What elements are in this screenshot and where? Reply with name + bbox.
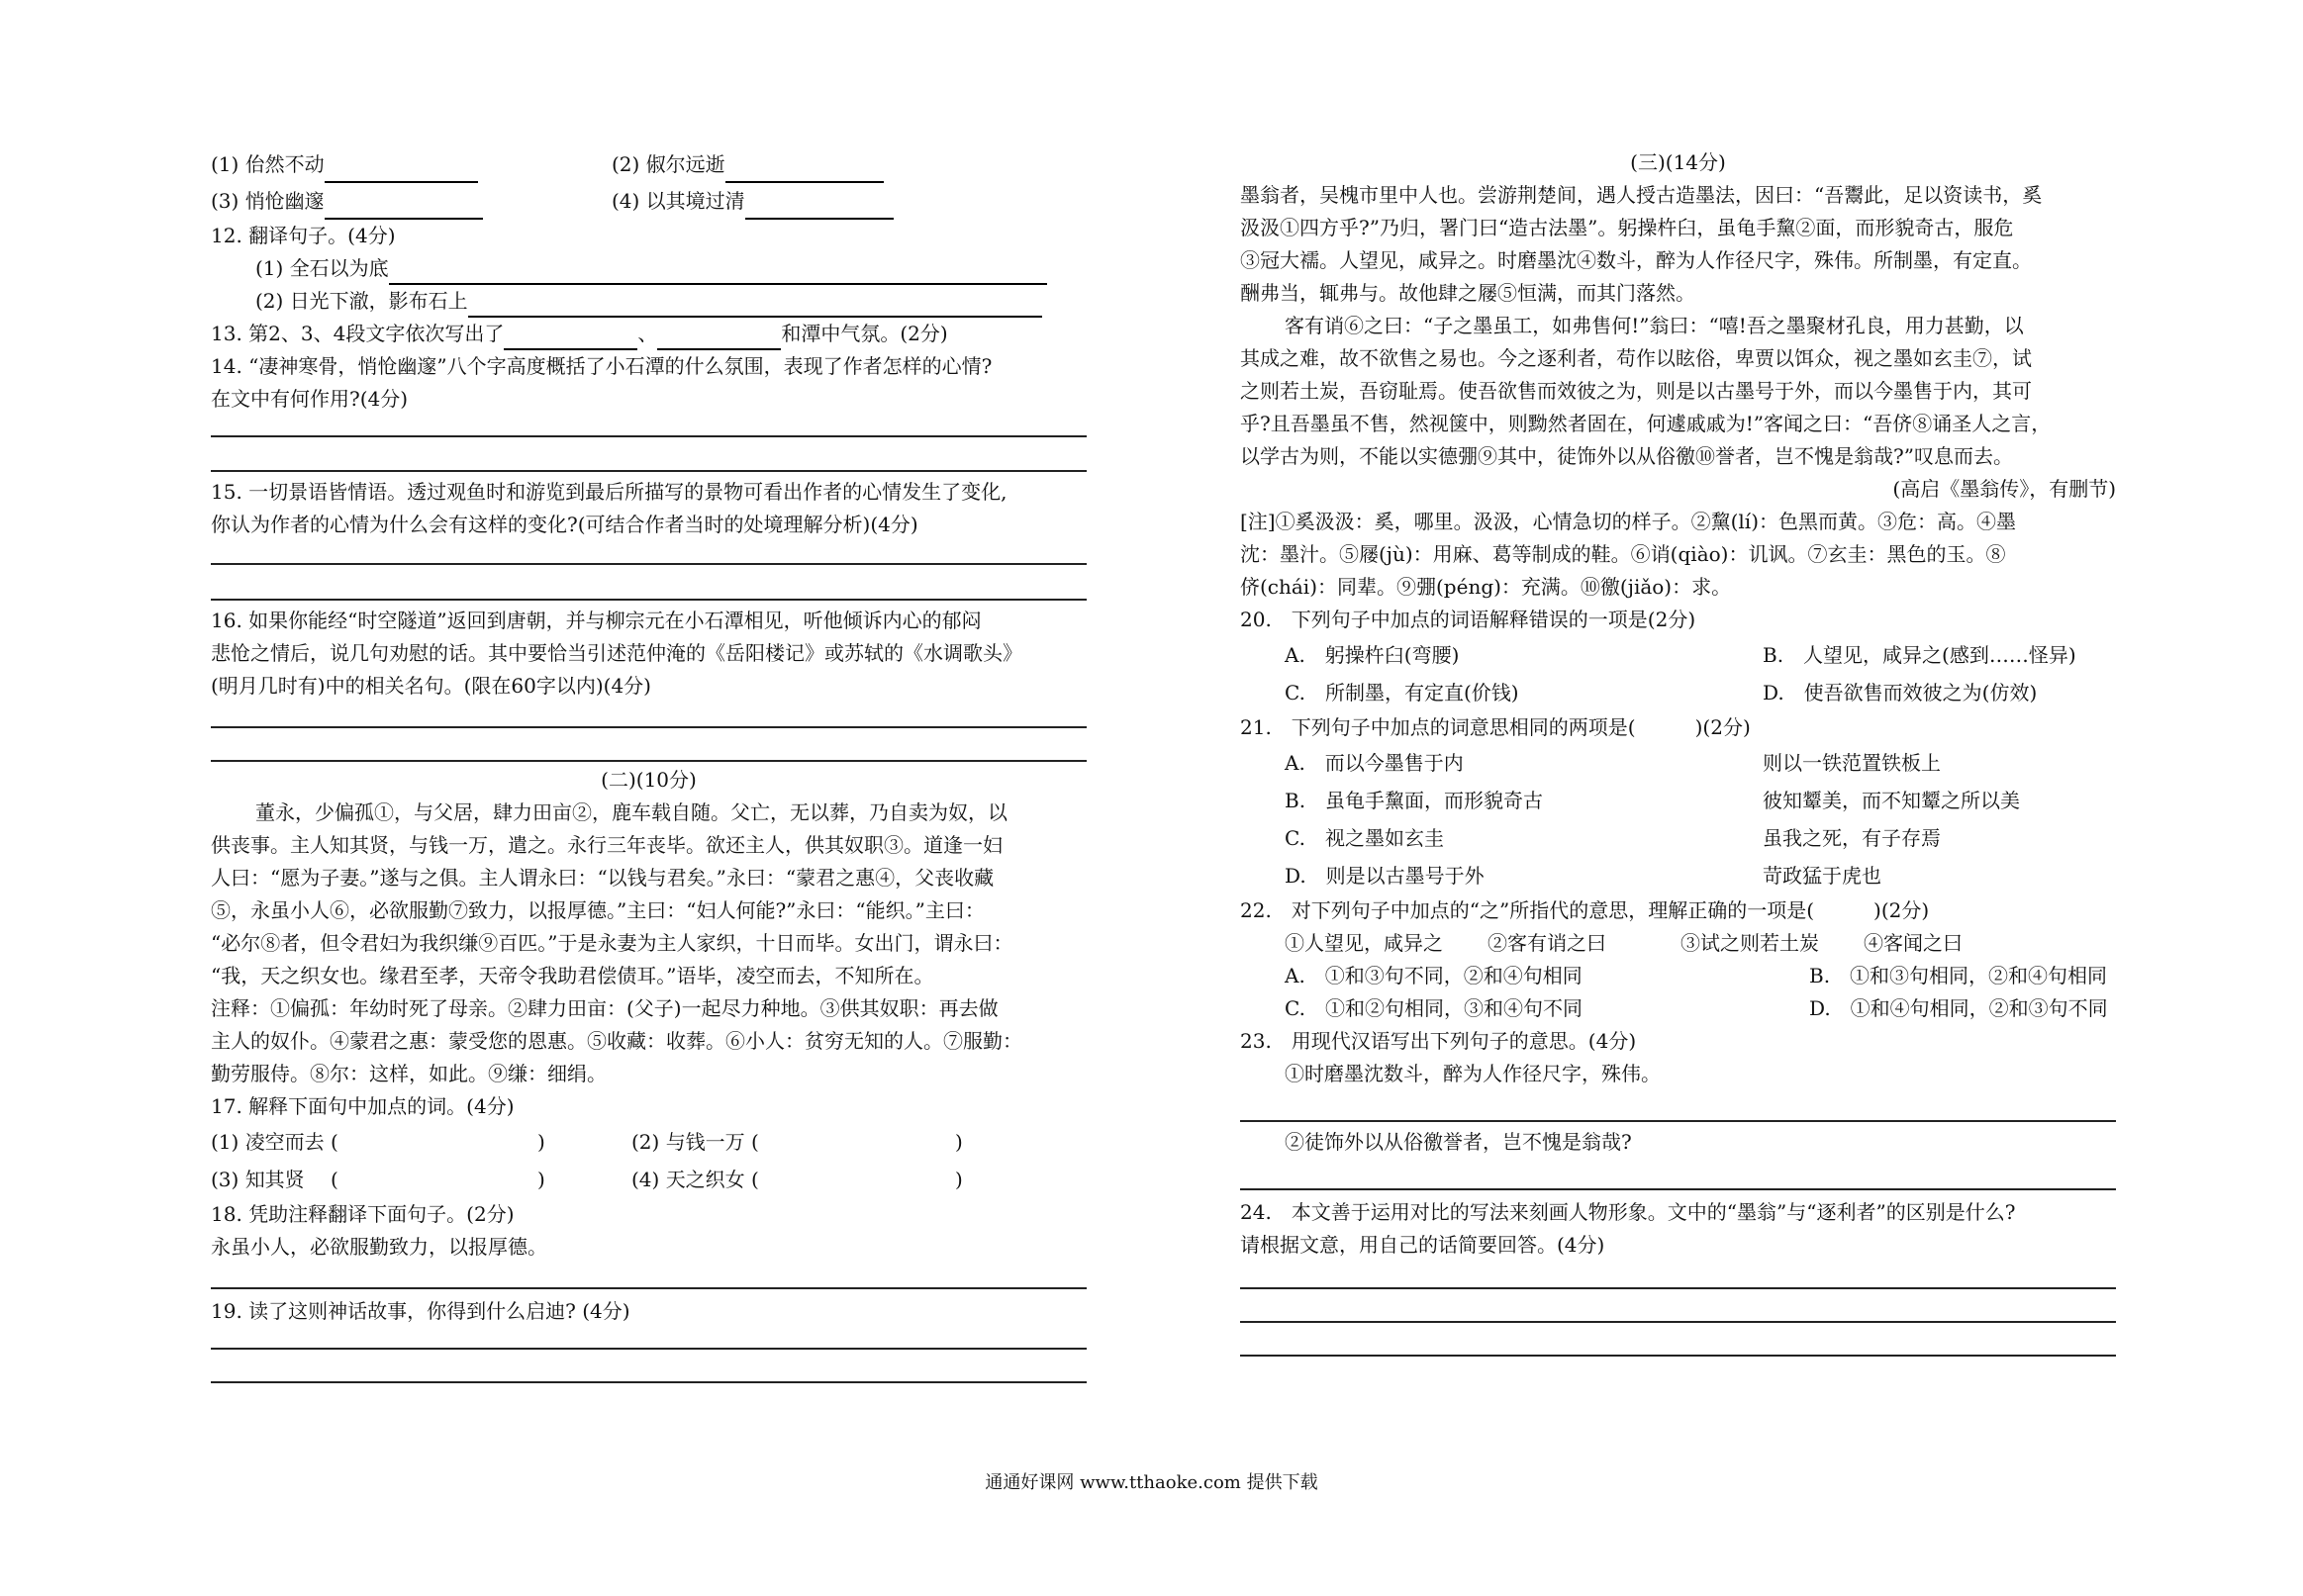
q21-option-d-left: D. 则是以古墨号于外 [1285, 864, 1485, 888]
q17-close: ) [537, 1130, 545, 1154]
q21-option-b[interactable] [1240, 782, 2116, 819]
option-a[interactable]: A. 躬操杵臼(弯腰) [1285, 643, 1460, 667]
answer-line[interactable] [211, 1328, 1087, 1350]
q11-item-4: (4) 以其境过清 [612, 183, 894, 220]
q21-option-d[interactable] [1240, 857, 2116, 894]
q17-row-1 [211, 1123, 1087, 1161]
q21-option-a[interactable] [1240, 744, 2116, 782]
q21-option-c[interactable] [1240, 819, 2116, 857]
passage2-line: 董永，少偏孤①，与父居，肆力田亩②，鹿车载自随。父亡，无以葬，乃自卖为奴，以 [255, 800, 1008, 824]
option-b[interactable]: B. 人望见，咸异之(感到……怪异) [1763, 643, 2076, 667]
q13: 13. 第2、3、4段文字依次写出了 、 和潭中气氛。(2分) [211, 318, 1087, 350]
q23-title: 23. 用现代汉语写出下列句子的意思。(4分) [1240, 1029, 1637, 1053]
q20-title: 20. 下列句子中加点的词语解释错误的一项是(2分) [1240, 608, 1696, 631]
q21-option-d-right: 苛政猛于虎也 [1763, 864, 1881, 888]
answer-blank[interactable] [504, 323, 637, 350]
q22-item-3: ③试之则若土炭 [1680, 931, 1819, 955]
q21-option-b-right: 彼知颦美，而不知颦之所以美 [1763, 789, 2020, 812]
option-a[interactable]: A. ①和③句不同，②和④句相同 [1285, 964, 1583, 987]
answer-line[interactable] [1240, 1090, 2116, 1122]
notes2-line: 注释：①偏孤：年幼时死了母亲。②肆力田亩：(父子)一起尽力种地。③供其奴职：再去做 [211, 996, 999, 1020]
q17-close: ) [537, 1168, 545, 1191]
option-d[interactable]: D. ①和④句相同，②和③句不同 [1809, 996, 2108, 1020]
notes3-line: [注]①奚汲汲：奚，哪里。汲汲，心情急切的样子。②黧(lí)：色黑而黄。③危：高。④墨 [1240, 510, 2017, 533]
answer-line[interactable] [211, 1264, 1087, 1289]
q14-line-1: 14. “凄神寒骨，悄怆幽邃”八个字高度概括了小石潭的什么氛围，表现了作者怎样的心情? [211, 354, 993, 378]
right-column [1240, 146, 2116, 1357]
passage3-line: 乎?且吾墨虽不售，然视箧中，则黝然者固在，何遽戚戚为!”客闻之曰：“吾侪⑧诵圣人之言， [1240, 412, 2052, 435]
q16-line-3: (明月几时有)中的相关名句。(限在60字以内)(4分) [211, 674, 651, 698]
answer-blank[interactable] [725, 155, 884, 183]
passage3-line: 汲汲①四方乎?”乃归，署门曰“造古法墨”。躬操杵臼，虽龟手黧②面，而形貌奇古，服危 [1240, 216, 2014, 239]
q12-title: 12. 翻译句子。(4分) [211, 224, 396, 247]
q15-line-2: 你认为作者的心情为什么会有这样的变化?(可结合作者当时的处境理解分析)(4分) [211, 513, 918, 536]
q15-line-1: 15. 一切景语皆情语。透过观鱼时和游览到最后所描写的景物可看出作者的心情发生了变化, [211, 480, 1008, 504]
q11-row-2 [211, 183, 1087, 220]
q22-item-2: ②客有诮之曰 [1487, 931, 1606, 955]
option-b[interactable]: B. ①和③句相同，②和④句相同 [1809, 964, 2108, 987]
q22-item-1: ①人望见，咸异之 [1285, 931, 1443, 955]
left-column [211, 146, 1087, 1383]
answer-blank[interactable] [745, 192, 894, 220]
answer-blank[interactable] [657, 323, 781, 350]
q21-option-a-right: 则以一铁范置铁板上 [1763, 751, 1941, 775]
q11-row-1 [211, 146, 1087, 183]
q14-line-2: 在文中有何作用?(4分) [211, 387, 409, 411]
passage3-line: 之则若土炭，吾窃耻焉。使吾欲售而效彼之为，则是以古墨号于外，而以今墨售于内，其可 [1240, 379, 2032, 403]
option-c[interactable]: C. 所制墨，有定直(价钱) [1285, 681, 1519, 704]
answer-line[interactable] [1240, 1323, 2116, 1357]
q20-options-row-1 [1240, 636, 2116, 674]
q17-item-4: (4) 天之织女 ( [631, 1168, 759, 1191]
passage2-line: 供丧事。主人知其贤，与钱一万，遣之。永行三年丧毕。欲还主人，供其奴职③。道逢一妇 [211, 833, 1003, 857]
q19-title: 19. 读了这则神话故事，你得到什么启迪? (4分) [211, 1299, 630, 1323]
notes3-line: 沈：墨汁。⑤屦(jù)：用麻、葛等制成的鞋。⑥诮(qiào)：讥讽。⑦玄圭：黑色的玉。⑧ [1240, 542, 2006, 566]
passage3-line: 客有诮⑥之曰：“子之墨虽工，如弗售何!”翁曰：“嘻!吾之墨聚材孔良，用力甚勤，以 [1285, 314, 2024, 337]
q24-line-2: 请根据文意，用自己的话简要回答。(4分) [1240, 1233, 1605, 1257]
notes2-line: 勤劳服侍。⑧尔：这样，如此。⑨缣：细绢。 [211, 1062, 607, 1085]
q17-item-3: (3) 知其贤 ( [211, 1168, 338, 1191]
q18-sentence: 永虽小人，必欲服勤致力，以报厚德。 [211, 1235, 547, 1259]
q22-options-row-1 [1240, 960, 2116, 992]
answer-line[interactable] [1240, 1159, 2116, 1190]
passage3-line: 酬弗当，辄弗与。故他肆之屦⑤恒满，而其门落然。 [1240, 281, 1695, 305]
answer-line[interactable] [211, 565, 1087, 601]
q21-option-c-left: C. 视之墨如玄圭 [1285, 826, 1444, 850]
option-c[interactable]: C. ①和②句相同，③和④句不同 [1285, 996, 1583, 1020]
q18-title: 18. 凭助注释翻译下面句子。(2分) [211, 1202, 515, 1226]
answer-line[interactable] [1240, 1262, 2116, 1289]
q17-close: ) [955, 1130, 963, 1154]
q22-title: 22. 对下列句子中加点的“之”所指代的意思，理解正确的一项是( )(2分) [1240, 898, 1930, 922]
passage2-line: “必尔⑧者，但令君妇为我织缣⑨百匹。”于是永妻为主人家织，十日而毕。女出门，谓永曰： [211, 931, 1013, 955]
q22-options-row-2 [1240, 992, 2116, 1025]
q23-item-1: ①时磨墨沈数斗，醉为人作径尺字，殊伟。 [1285, 1062, 1661, 1085]
passage2-line: 人曰：“愿为子妻。”遂与之俱。主人谓永曰：“以钱与君矣。”永曰：“蒙君之惠④，父丧收藏 [211, 866, 995, 890]
answer-line[interactable] [211, 541, 1087, 565]
answer-line[interactable] [211, 1350, 1087, 1383]
q17-item-1: (1) 凌空而去 ( [211, 1130, 338, 1154]
q16-line-2: 悲怆之情后，说几句劝慰的话。其中要恰当引述范仲淹的《岳阳楼记》或苏轼的《水调歌头》 [211, 641, 1022, 665]
answer-line[interactable] [211, 437, 1087, 472]
q16-line-1: 16. 如果你能经“时空隧道”返回到唐朝，并与柳宗元在小石潭相见，听他倾诉内心的郁闷 [211, 609, 982, 632]
answer-line[interactable] [211, 416, 1087, 437]
q12-item-1: (1) 全石以为底 [211, 252, 1087, 285]
answer-line[interactable] [211, 703, 1087, 728]
q17-item-2: (2) 与钱一万 ( [631, 1130, 759, 1154]
q24-line-1: 24. 本文善于运用对比的写法来刻画人物形象。文中的“墨翁”与“逐利者”的区别是什么? [1240, 1200, 2016, 1224]
answer-blank[interactable] [468, 290, 1042, 318]
footer-credit: 通通好课网 www.tthaoke.com 提供下载 [985, 1472, 1318, 1493]
notes2-line: 主人的奴仆。④蒙君之惠：蒙受您的恩惠。⑤收藏：收葬。⑥小人：贫穷无知的人。⑦服勤： [211, 1029, 1022, 1053]
q22-item-4: ④客闻之曰 [1864, 931, 1963, 955]
passage3-line: ③冠大襦。人望见，咸异之。时磨墨沈④数斗，醉为人作径尺字，殊伟。所制墨，有定直。 [1240, 248, 2032, 272]
q17-title: 17. 解释下面句中加点的词。(4分) [211, 1094, 515, 1118]
q21-option-b-left: B. 虽龟手黧面，而形貌奇古 [1285, 789, 1544, 812]
q11-item-3: (3) 悄怆幽邃 [211, 183, 483, 220]
q22-items [1240, 927, 2116, 960]
notes3-line: 侪(chái)：同辈。⑨弸(péng)：充满。⑩徼(jiǎo)：求。 [1240, 575, 1732, 599]
q23-item-2: ②徒饰外以从俗徼誉者，岂不愧是翁哉? [1285, 1130, 1632, 1154]
q20-options-row-2 [1240, 674, 2116, 711]
q17-close: ) [955, 1168, 963, 1191]
section-3-title: (三)(14分) [1630, 150, 1726, 174]
passage3-line: 以学古为则，不能以实德弸⑨其中，徒饰外以从俗徼⑩誉者，岂不愧是翁哉?”叹息而去。 [1240, 444, 2013, 468]
q12-item-2: (2) 日光下澈，影布石上 [211, 285, 1087, 318]
q11-item-2: (2) 俶尔远逝 [612, 146, 884, 183]
section-2-title: (二)(10分) [601, 768, 697, 792]
q17-row-2 [211, 1161, 1087, 1198]
passage2-line: “我，天之织女也。缘君至孝，天帝令我助君偿债耳。”语毕，凌空而去，不知所在。 [211, 964, 934, 987]
option-d[interactable]: D. 使吾欲售而效彼之为(仿效) [1763, 681, 2038, 704]
answer-blank[interactable] [325, 192, 483, 220]
q21-title: 21. 下列句子中加点的词意思相同的两项是( )(2分) [1240, 715, 1751, 739]
source-citation: (高启《墨翁传》，有删节) [1892, 477, 2116, 501]
passage3-line: 其成之难，故不欲售之易也。今之逐利者，苟作以眩俗，卑贾以饵众，视之墨如玄圭⑦，试 [1240, 346, 2032, 370]
q21-option-c-right: 虽我之死，有子存焉 [1763, 826, 1941, 850]
answer-line[interactable] [211, 728, 1087, 762]
q21-option-a-left: A. 而以今墨售于内 [1285, 751, 1464, 775]
answer-blank[interactable] [325, 155, 478, 183]
answer-blank[interactable] [389, 257, 1047, 285]
answer-line[interactable] [1240, 1289, 2116, 1323]
passage3-line: 墨翁者，吴槐市里中人也。尝游荆楚间，遇人授古造墨法，因曰：“吾鬻此，足以资读书，奚 [1240, 183, 2043, 207]
passage2-line: ⑤，永虽小人⑥，必欲服勤⑦致力，以报厚德。”主曰：“妇人何能?”永曰：“能织。”主曰： [211, 898, 985, 922]
q11-item-1: (1) 佁然不动 [211, 146, 478, 183]
